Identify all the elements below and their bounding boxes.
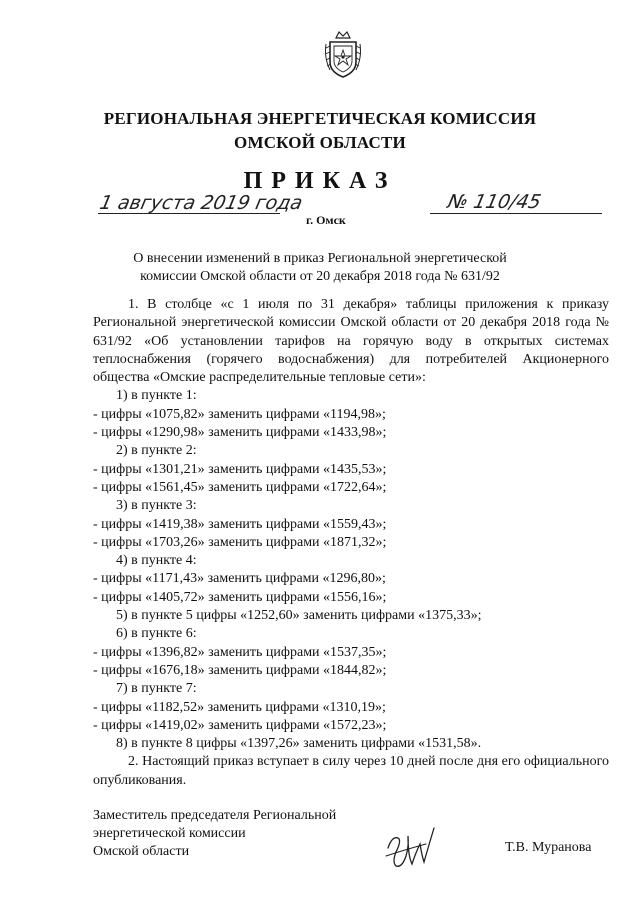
list-item: - цифры «1703,26» заменить цифрами «1871,32»; <box>93 534 387 550</box>
paragraph-1: 1. В столбце «с 1 июля по 31 декабря» таблицы приложения к приказу Региональной энергетической комиссии Омской области от 20 декабря 2018 года № 631/92 «Об установлении тарифов на горячую воду в открытых системах теплоснабжения (горячего водоснабжения) для потребителей Акционерного общества «Омские распределительные тепловые сети»: <box>93 297 609 386</box>
list-item: 5) в пункте 5 цифры «1252,60» заменить цифрами «1375,33»; <box>116 608 482 624</box>
subject-line2: комиссии Омской области от 20 декабря 2018 года № 631/92 <box>140 269 500 284</box>
document-title: ПРИКАЗ <box>243 168 397 194</box>
signatory-position <box>93 807 336 861</box>
list-item: - цифры «1419,02» заменить цифрами «1572,23»; <box>93 717 387 733</box>
handwritten-number: № 110/45 <box>445 191 543 213</box>
document-body <box>93 296 609 790</box>
list-item: 1) в пункте 1: <box>116 388 197 404</box>
signatory-position-line1: Заместитель председателя Региональной <box>93 808 337 823</box>
list-item: - цифры «1396,82» заменить цифрами «1537,35»; <box>93 644 387 660</box>
list-item: - цифры «1075,82» заменить цифрами «1194,98»; <box>93 406 386 422</box>
coat-of-arms-icon <box>322 28 364 80</box>
list-item: - цифры «1182,52» заменить цифрами «1310,19»; <box>93 699 386 715</box>
number-underline <box>430 213 602 214</box>
list-item: - цифры «1676,18» заменить цифрами «1844,82»; <box>93 662 387 678</box>
handwritten-signature-icon <box>382 822 440 874</box>
list-item: 2) в пункте 2: <box>116 443 197 459</box>
list-item: 4) в пункте 4: <box>116 553 197 569</box>
amendment-list <box>93 387 609 753</box>
list-item: - цифры «1561,45» заменить цифрами «1722,64»; <box>93 479 387 495</box>
list-item: 8) в пункте 8 цифры «1397,26» заменить цифрами «1531,58». <box>116 736 482 752</box>
signatory-position-line2: энергетической комиссии <box>93 826 246 841</box>
list-item: - цифры «1405,72» заменить цифрами «1556,16»; <box>93 589 387 605</box>
list-item: 7) в пункте 7: <box>116 681 197 697</box>
list-item: - цифры «1171,43» заменить цифрами «1296,80»; <box>93 571 386 587</box>
list-item: - цифры «1301,21» заменить цифрами «1435,53»; <box>93 461 387 477</box>
paragraph-2: 2. Настоящий приказ вступает в силу через 10 дней после дня его официального опубликования. <box>93 754 609 788</box>
organization-name-line2: ОМСКОЙ ОБЛАСТИ <box>234 133 406 152</box>
organization-name-line1: РЕГИОНАЛЬНАЯ ЭНЕРГЕТИЧЕСКАЯ КОМИССИЯ <box>103 109 537 128</box>
signatory-name: Т.В. Муранова <box>505 840 592 855</box>
city-label: г. Омск <box>306 213 346 227</box>
list-item: - цифры «1290,98» заменить цифрами «1433,98»; <box>93 425 387 441</box>
handwritten-date: 1 августа 2019 года <box>97 192 305 214</box>
signatory-position-line3: Омской области <box>93 844 190 859</box>
list-item: 6) в пункте 6: <box>116 626 197 642</box>
date-underline <box>98 213 280 214</box>
subject-line1: О внесении изменений в приказ Региональной энергетической <box>133 251 507 266</box>
list-item: - цифры «1419,38» заменить цифрами «1559,43»; <box>93 516 387 532</box>
list-item: 3) в пункте 3: <box>116 498 197 514</box>
